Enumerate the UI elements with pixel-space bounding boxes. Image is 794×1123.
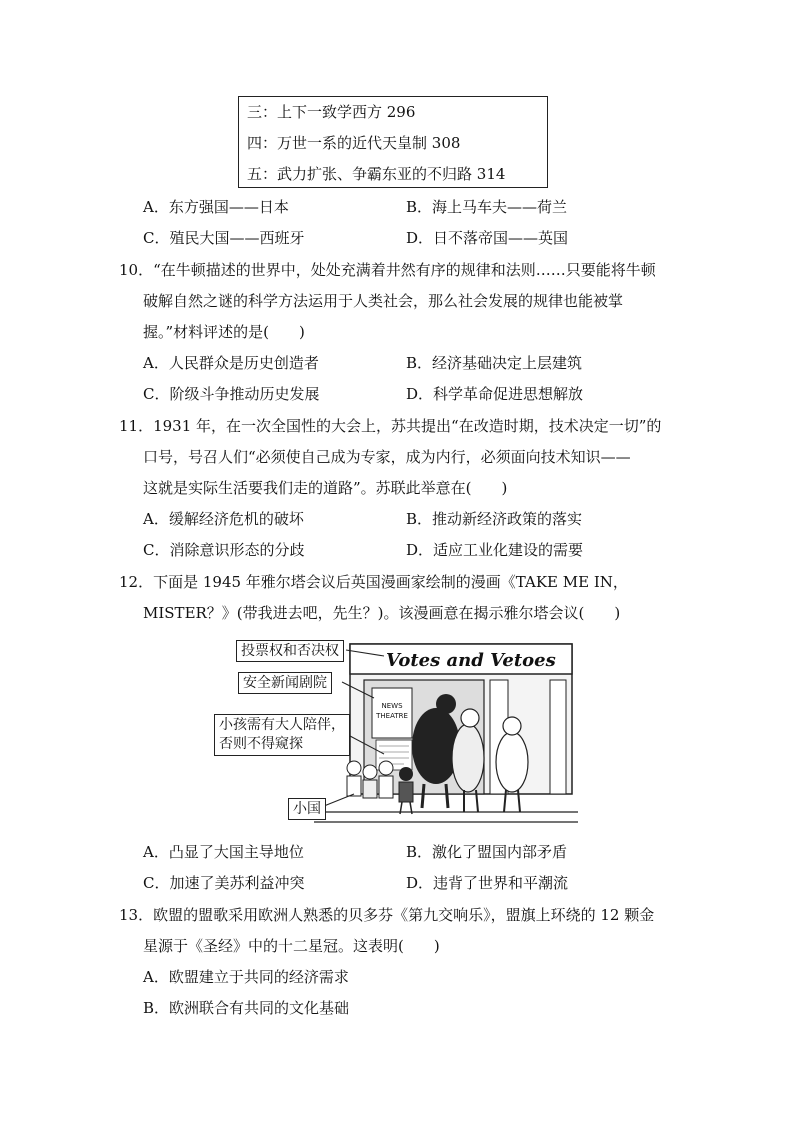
theatre-sign-2: THEATRE	[376, 712, 408, 720]
q13-stem-line1: 13．欧盟的盟歌采用欧洲人熟悉的贝多芬《第九交响乐》，盟旗上环绕的 12 颗金	[119, 906, 655, 924]
q12-stem-line1: 12．下面是 1945 年雅尔塔会议后英国漫画家绘制的漫画《TAKE ME IN，	[119, 573, 628, 591]
q10-option-b: B．经济基础决定上层建筑	[406, 354, 583, 372]
q9-option-c: C．殖民大国——西班牙	[143, 229, 305, 247]
theatre-sign-1: NEWS	[381, 702, 403, 710]
q11-stem-line2: 口号，号召人们“必须使自己成为专家，成为内行，必须面向技术知识——	[143, 448, 631, 466]
toc-line-4: 四：万世一系的近代天皇制 308	[247, 134, 461, 152]
q12-option-a: A．凸显了大国主导地位	[143, 843, 304, 861]
q11-option-c: C．消除意识形态的分歧	[143, 541, 305, 559]
q9-option-a: A．东方强国——日本	[143, 198, 289, 216]
q12-stem-line2: MISTER？》(带我进去吧，先生？)。该漫画意在揭示雅尔塔会议( )	[143, 604, 621, 622]
q11-stem-line3: 这就是实际生活要我们走的道路”。苏联此举意在( )	[143, 479, 508, 497]
cartoon	[214, 636, 578, 832]
q10-option-a: A．人民群众是历史创造者	[143, 354, 319, 372]
q10-option-c: C．阶级斗争推动历史发展	[143, 385, 320, 403]
callout-children-line2: 否则不得窥探	[219, 736, 303, 752]
q10-option-d: D．科学革命促进思想解放	[406, 385, 584, 403]
q10-stem-line3: 握。”材料评述的是( )	[143, 323, 305, 341]
q11-option-a: A．缓解经济危机的破坏	[143, 510, 304, 528]
q11-option-d: D．适应工业化建设的需要	[406, 541, 584, 559]
q12-option-d: D．违背了世界和平潮流	[406, 874, 569, 892]
toc-line-5: 五：武力扩张、争霸东亚的不归路 314	[247, 165, 506, 183]
callout-votes: 投票权和否决权	[236, 640, 344, 662]
callout-small-country: 小国	[288, 798, 326, 820]
q9-option-b: B．海上马车夫——荷兰	[406, 198, 568, 216]
q12-option-c: C．加速了美苏利益冲突	[143, 874, 305, 892]
q10-stem-line2: 破解自然之谜的科学方法运用于人类社会，那么社会发展的规律也能被掌	[143, 292, 624, 310]
q13-option-a: A．欧盟建立于共同的经济需求	[143, 968, 349, 986]
toc-line-3: 三：上下一致学西方 296	[247, 103, 416, 121]
toc-box	[238, 96, 548, 188]
q11-stem-line1: 11．1931 年，在一次全国性的大会上，苏共提出“在改造时期，技术决定一切”的	[119, 417, 662, 435]
q13-stem-line2: 星源于《圣经》中的十二星冠。这表明( )	[143, 937, 440, 955]
q11-option-b: B．推动新经济政策的落实	[406, 510, 583, 528]
q13-option-b: B．欧洲联合有共同的文化基础	[143, 999, 350, 1017]
q9-option-d: D．日不落帝国——英国	[406, 229, 569, 247]
q12-option-b: B．激化了盟国内部矛盾	[406, 843, 568, 861]
cartoon-sign: Votes and Vetoes	[386, 650, 556, 671]
callout-theatre: 安全新闻剧院	[238, 672, 332, 694]
callout-children	[214, 714, 350, 756]
q10-stem-line1: 10．“在牛顿描述的世界中，处处充满着井然有序的规律和法则……只要能将牛顿	[119, 261, 656, 279]
callout-children-line1: 小孩需有大人陪伴，	[219, 717, 345, 733]
